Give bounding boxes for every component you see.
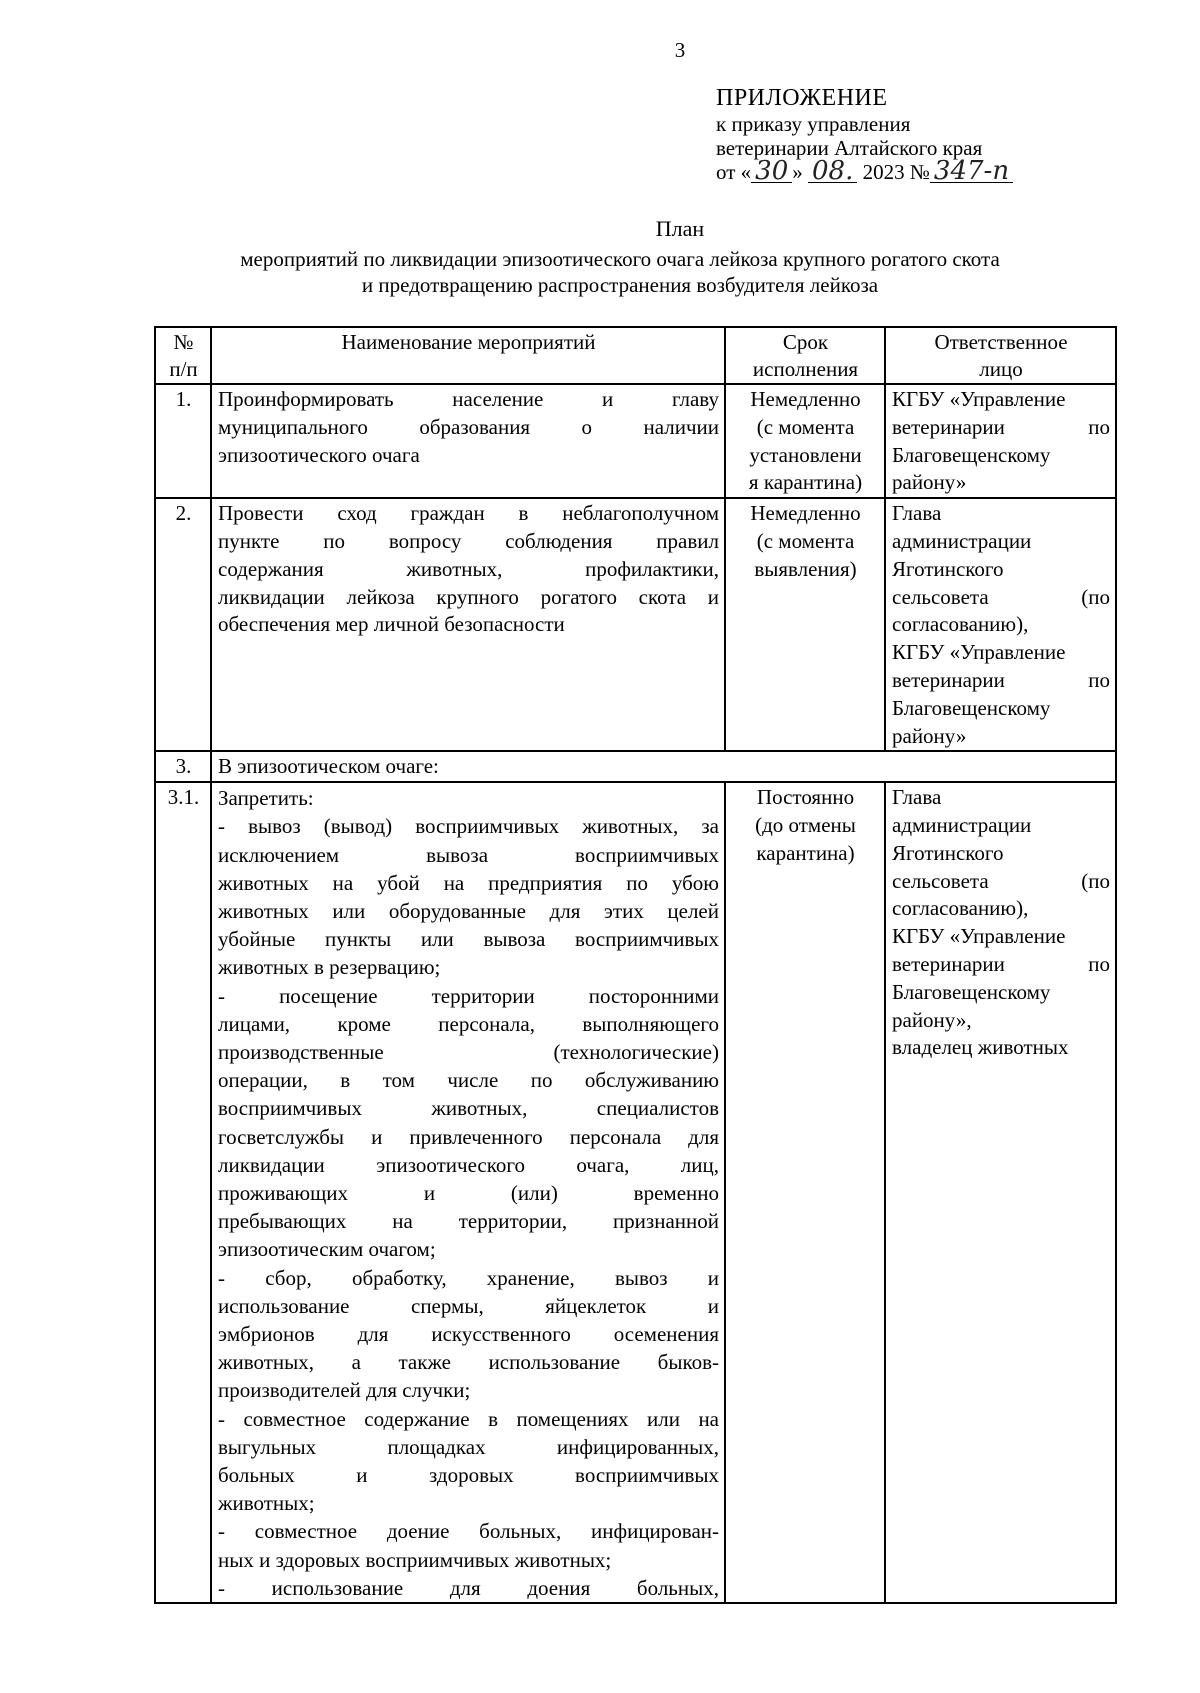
row-responsible: Глава администрации Яготинского сельсовета (по согласованию), КГБУ «Управление ветеринарии по Благовещенскому району» xyxy=(885,498,1116,751)
header-term: Срок исполнения xyxy=(725,327,885,384)
table-row xyxy=(155,782,1116,1603)
appendix-line1: к приказу управления xyxy=(716,112,911,136)
header-responsible: Ответственное лицо xyxy=(885,327,1116,384)
row-number: 3.1. xyxy=(155,782,211,1603)
table-row xyxy=(155,498,1116,751)
handwritten-order-number: 347-п xyxy=(930,160,1013,183)
header-num: № п/п xyxy=(155,327,211,384)
row-activity: Запретить: - вывоз (вывод) восприимчивых животных, за исключением вывоза восприимчивых животных на убой на предприятия по убою животных или оборудованные для этих целей убойные пункты или вывоза восприимчивых животных в резервацию; - посещение территории посторонними лицами, кроме персонала, выполняющего производственные (технологические) операции, в том числе по обслуживанию восприимчивых животных, специалистов госветслужбы и привлеченного персонала для ликвидации эпизоотического очага, лиц, проживающих и (или) временно пребывающих на территории, признанной эпизоотическим очагом; - сбор, обработку, хранение, вывоз и использование спермы, яйцеклеток и эмбрионов для искусственного осеменения животных, а также использование быков- производителей для случки; - совместное содержание в помещениях или на выгульных площадках инфицированных, больных и здоровых восприимчивых животных; - совместное доение больных, инфицирован- ных и здоровых восприимчивых животных; - использование для доения больных, xyxy=(211,782,725,1603)
table-header-row xyxy=(155,327,1116,384)
appendix-line2: ветеринарии Алтайского края xyxy=(716,136,983,160)
subtitle-line2: и предотвращению распространения возбудителя лейкоза xyxy=(361,273,879,297)
appendix-heading: ПРИЛОЖЕНИЕ xyxy=(716,85,888,111)
row-activity: Провести сход граждан в неблагополучном пункте по вопросу соблюдения правил содержания животных, профилактики, ликвидации лейкоза крупного рогатого скота и обеспечения мер личной безопасности xyxy=(211,498,725,751)
date-mid: » xyxy=(792,160,803,184)
header-name: Наименование мероприятий xyxy=(211,327,725,384)
row-number: 1. xyxy=(155,384,211,498)
plan-subtitle xyxy=(160,246,1080,298)
subtitle-line1: мероприятий по ликвидации эпизоотического очага лейкоза крупного рогатого скота xyxy=(240,247,1000,271)
row-number: 2. xyxy=(155,498,211,751)
plan-title: План xyxy=(655,216,705,241)
row-term: Постоянно (до отмены карантина) xyxy=(725,782,885,1603)
row-activity: Проинформировать население и главу муниципального образования о наличии эпизоотического очага xyxy=(211,384,725,498)
row-responsible: Глава администрации Яготинского сельсовета (по согласованию), КГБУ «Управление ветеринарии по Благовещенскому району», владелец животных xyxy=(885,782,1116,1603)
handwritten-month: 08. xyxy=(808,160,857,183)
date-prefix: от « xyxy=(716,160,752,184)
appendix-block xyxy=(716,84,1013,184)
row-term: Немедленно (с момента выявления) xyxy=(725,498,885,751)
table-row xyxy=(155,751,1116,782)
row-responsible: КГБУ «Управление ветеринарии по Благовещенскому району» xyxy=(885,384,1116,498)
page-number: 3 xyxy=(674,38,686,62)
plan-table xyxy=(154,326,1117,1604)
appendix-date-line xyxy=(716,156,1013,186)
handwritten-day: 30 xyxy=(751,160,792,183)
row-number: 3. xyxy=(155,751,211,782)
row-term: Немедленно (с момента установлени я карантина) xyxy=(725,384,885,498)
year-number-label: 2023 № xyxy=(862,160,930,184)
row-section-title: В эпизоотическом очаге: xyxy=(211,751,1116,782)
table-row xyxy=(155,384,1116,498)
